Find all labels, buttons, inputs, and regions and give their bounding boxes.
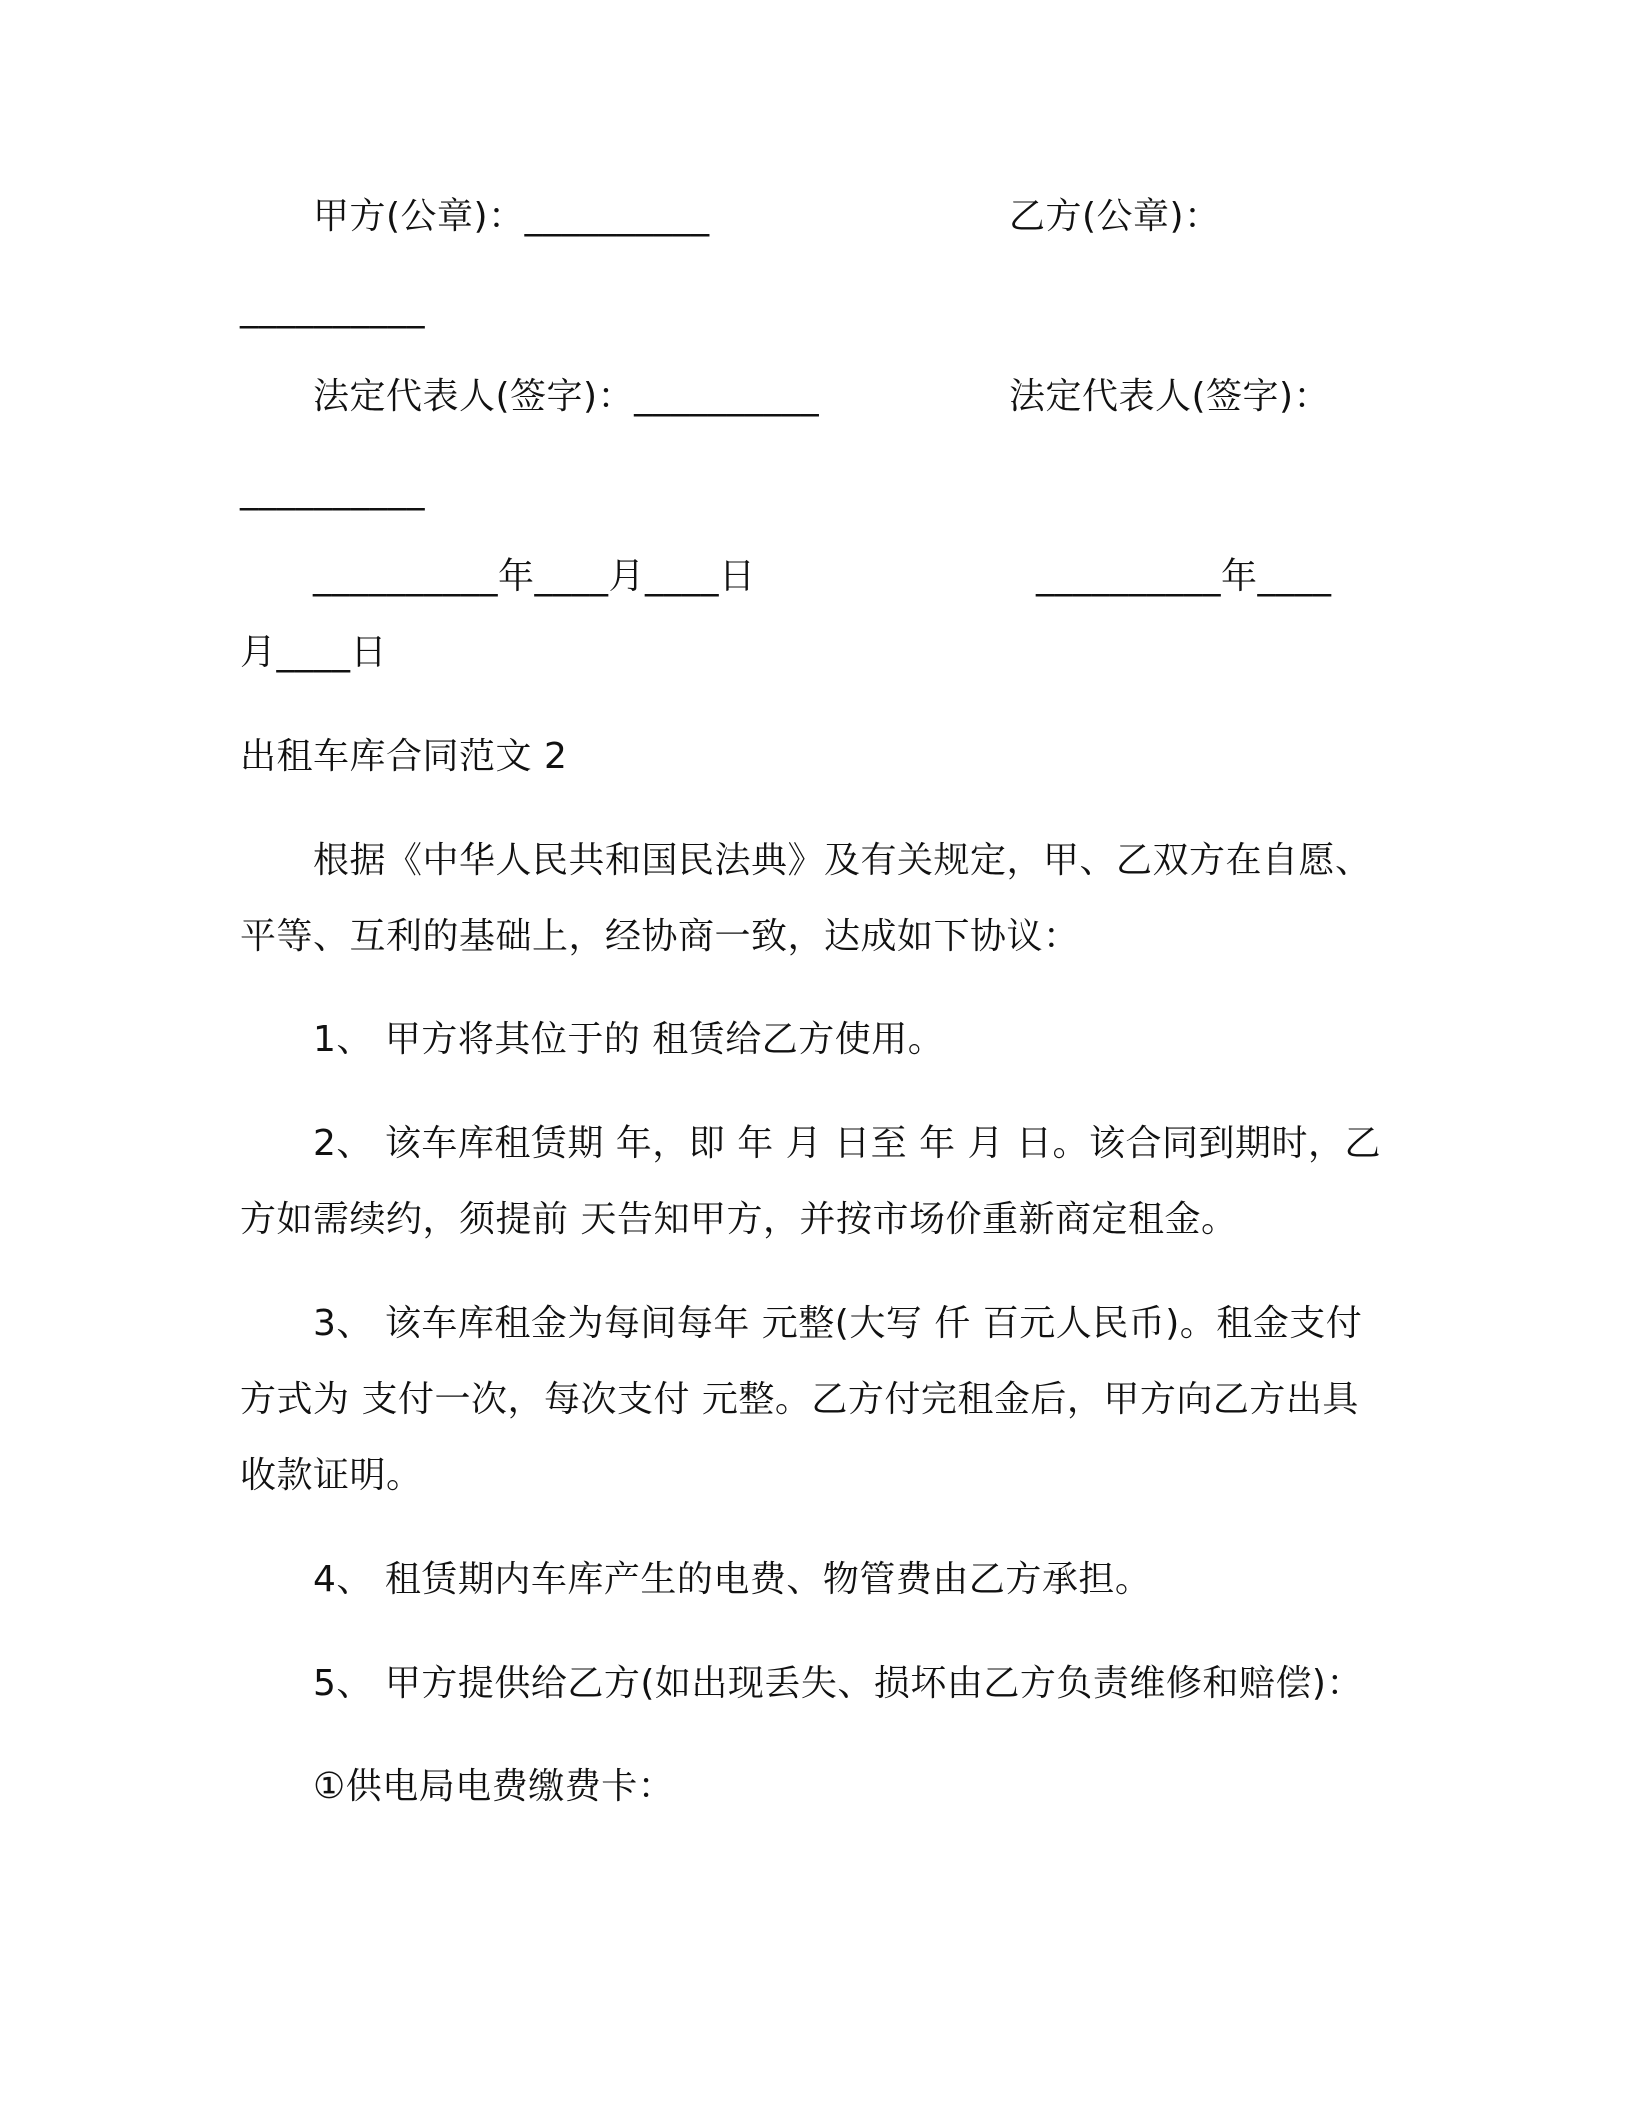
clause-line: 5、 甲方提供给乙方(如出现丢失、损坏由乙方负责维修和赔偿)： xyxy=(313,1663,1363,1704)
sub-item-1: ①供电局电费缴费卡： xyxy=(313,1766,675,1807)
party-b-date: __________年____ xyxy=(1036,556,1332,597)
clause-line: 4、 租赁期内车库产生的电费、物管费由乙方承担。 xyxy=(313,1559,1152,1600)
clause-line: 1、 甲方将其位于的 租赁给乙方使用。 xyxy=(313,1019,945,1060)
intro-line: 平等、互利的基础上，经协商一致，达成如下协议： xyxy=(240,916,1080,957)
party-b-seal: 乙方(公章)： xyxy=(1009,196,1221,237)
clause-line: 2、 该车库租赁期 年，即 年 月 日至 年 月 日。该合同到期时，乙 xyxy=(313,1123,1381,1164)
intro-line: 根据《中华人民共和国民法典》及有关规定，甲、乙双方在自愿、 xyxy=(313,840,1372,881)
section-title: 出租车库合同范文 2 xyxy=(240,736,568,777)
party-b-seal-blank: __________ xyxy=(240,288,425,329)
party-a-representative: 法定代表人(签字)：__________ xyxy=(313,376,820,417)
party-b-representative: 法定代表人(签字)： xyxy=(1009,376,1331,417)
clause-line: 收款证明。 xyxy=(240,1455,423,1496)
clause-line: 方如需续约，须提前 天告知甲方，并按市场价重新商定租金。 xyxy=(240,1199,1238,1240)
clause-line: 方式为 支付一次，每次支付 元整。乙方付完租金后，甲方向乙方出具 xyxy=(240,1379,1359,1420)
party-a-date: __________年____月____日 xyxy=(313,556,756,597)
party-b-date-cont: 月____日 xyxy=(240,632,388,673)
party-a-seal: 甲方(公章)：__________ xyxy=(313,196,710,237)
party-b-rep-blank: __________ xyxy=(240,470,425,511)
clause-line: 3、 该车库租金为每间每年 元整(大写 仟 百元人民币)。租金支付 xyxy=(313,1303,1363,1344)
